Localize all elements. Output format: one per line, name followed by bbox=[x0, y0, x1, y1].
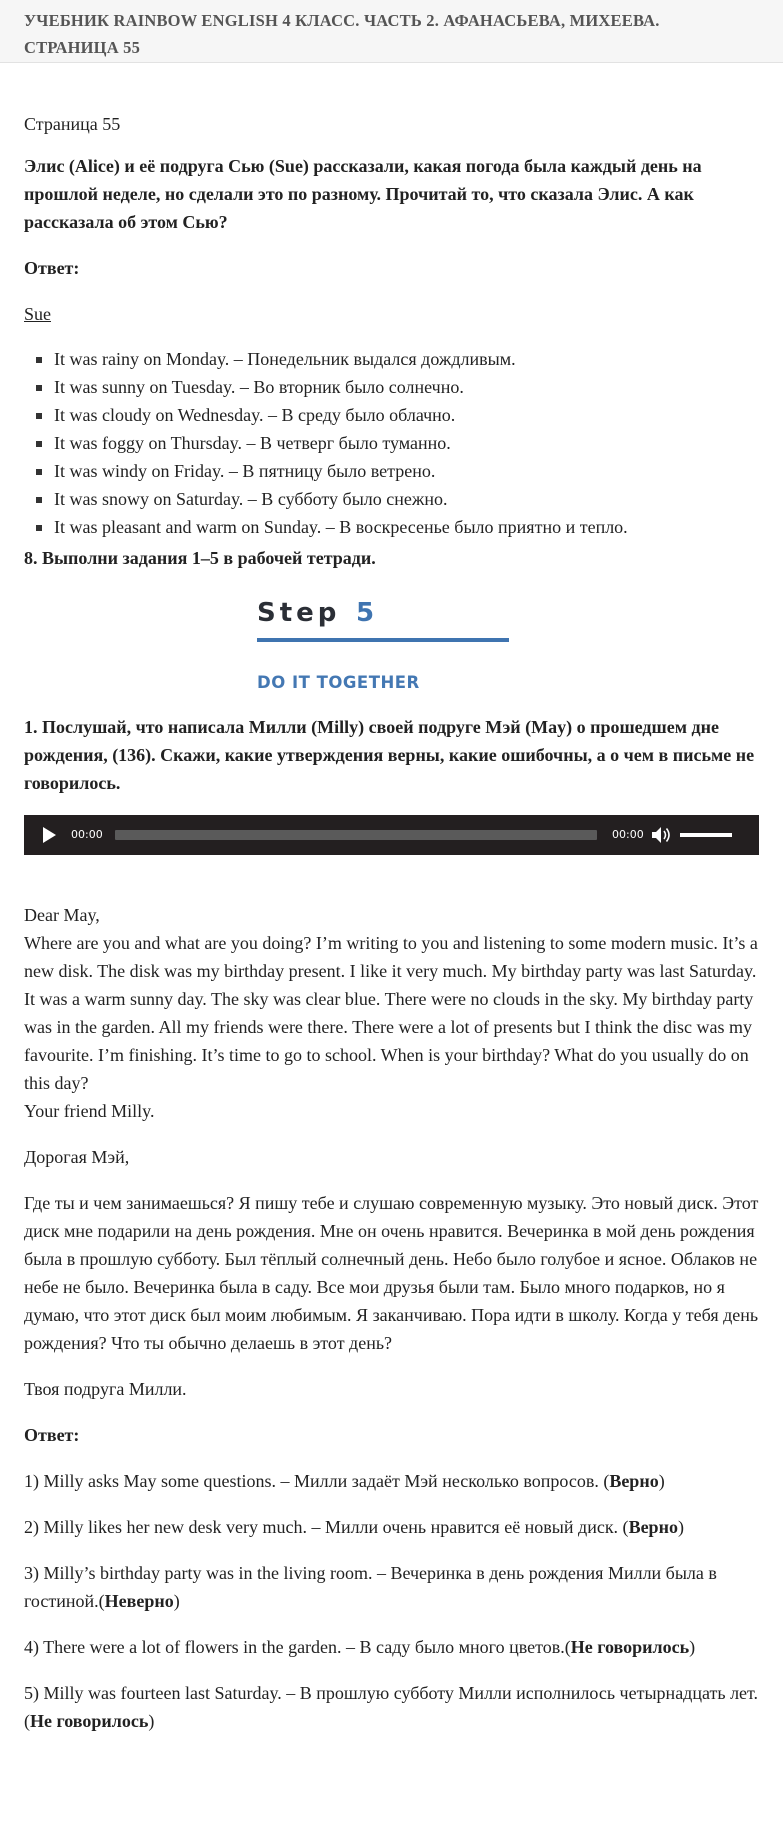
list-item: It was foggy on Thursday. – В четверг было туманно. bbox=[54, 429, 759, 457]
answer-close: ) bbox=[148, 1711, 155, 1731]
list-item: It was rainy on Monday. – Понедельник выдался дождливым. bbox=[54, 345, 759, 373]
answer-close: ) bbox=[677, 1517, 684, 1537]
step-word: Step bbox=[257, 598, 341, 628]
step-subtitle: DO IT TOGETHER bbox=[257, 673, 420, 692]
answer-close: ) bbox=[689, 1637, 696, 1657]
audio-player bbox=[24, 815, 759, 855]
answer-item bbox=[24, 1679, 759, 1735]
page-title-line1: УЧЕБНИК RAINBOW ENGLISH 4 КЛАСС. ЧАСТЬ 2. АФАНАСЬЕВА, МИХЕЕВА. bbox=[24, 11, 660, 30]
list-item: It was pleasant and warm on Sunday. – В воскресенье было приятно и тепло. bbox=[54, 513, 759, 541]
letter-russian-greeting: Дорогая Мэй, bbox=[24, 1147, 130, 1167]
answer-close: ) bbox=[658, 1471, 665, 1491]
answer-text: 2) Milly likes her new desk very much. – Милли очень нравится её новый диск. ( bbox=[24, 1517, 629, 1537]
weather-sentence-list bbox=[24, 345, 759, 541]
answer-label: Ответ: bbox=[24, 1425, 80, 1445]
letter-russian: Где ты и чем занимаешься? Я пишу тебе и слушаю современную музыку. Это новый диск. Этот диск мне подарили на день рождения. Мне он очень нравится. Вечеринка в мой день рождения была в прошлую субботу. Был тёплый солнечный день. Небо было голубое и ясное. Облаков не небе не было. Вечеринка была в саду. Все мои друзья были там. Было много подарков, но я думаю, что этот диск был моим любимым. Я заканчиваю. Пора идти в школу. Когда у тебя день рождения? Что ты обычно делаешь в этот день? bbox=[24, 1193, 759, 1353]
answer-close: ) bbox=[173, 1591, 180, 1611]
current-time: 00:00 bbox=[71, 828, 103, 841]
letter-english: Dear May, Where are you and what are you doing? I’m writing to you and listening to some modern music. It’s a new disk. The disk was my birthday present. I like it very much. My birthday party was last Saturday. It was a warm sunny day. The sky was clear blue. There were no clouds in the sky. My birthday party was in the garden. All my friends were there. There were a lot of presents but I think the disc was my favourite. I’m finishing. It’s time to go to school. When is your birthday? What do you usually do on this day? Your friend Milly. bbox=[24, 905, 758, 1121]
answer-verdict: Неверно bbox=[104, 1591, 174, 1611]
answer-verdict: Не говорилось bbox=[570, 1637, 690, 1657]
page-title-line2: СТРАНИЦА 55 bbox=[24, 38, 141, 57]
answer-item bbox=[24, 1633, 759, 1661]
answer-text: 3) Milly’s birthday party was in the living room. – Вечеринка в день рождения Милли была в гостиной.( bbox=[24, 1563, 717, 1611]
answer-label: Ответ: bbox=[24, 258, 80, 278]
sue-label: Sue bbox=[24, 304, 51, 324]
task-listen-letter: 1. Послушай, что написала Милли (Milly) своей подруге Мэй (May) о прошедшем дне рождения, (136). Скажи, какие утверждения верны, какие ошибочны, а о чем в письме не говорилось. bbox=[24, 717, 755, 793]
answer-item bbox=[24, 1467, 759, 1495]
answer-verdict: Не говорилось bbox=[30, 1711, 149, 1731]
answer-verdict: Верно bbox=[628, 1517, 678, 1537]
step-underline bbox=[257, 638, 509, 642]
article-content bbox=[0, 110, 783, 1735]
list-item: It was snowy on Saturday. – В субботу было снежно. bbox=[54, 485, 759, 513]
answer-text: 5) Milly was fourteen last Saturday. – В прошлую субботу Милли исполнилось четырнадцать лет.( bbox=[24, 1683, 759, 1731]
step-heading-image bbox=[257, 599, 515, 691]
answer-item bbox=[24, 1559, 759, 1615]
step-number: 5 bbox=[356, 598, 375, 628]
page-header bbox=[0, 0, 783, 63]
page-title bbox=[24, 7, 759, 61]
volume-slider[interactable] bbox=[680, 833, 732, 837]
answer-verdict: Верно bbox=[609, 1471, 659, 1491]
list-item: It was cloudy on Wednesday. – В среду было облачно. bbox=[54, 401, 759, 429]
task-workbook: 8. Выполни задания 1–5 в рабочей тетради. bbox=[24, 548, 376, 568]
answer-item bbox=[24, 1513, 759, 1541]
volume-icon[interactable] bbox=[651, 826, 673, 844]
answer-text: 4) There were a lot of flowers in the garden. – В саду было много цветов.( bbox=[24, 1637, 571, 1657]
list-item: It was windy on Friday. – В пятницу было ветрено. bbox=[54, 457, 759, 485]
letter-russian-signature: Твоя подруга Милли. bbox=[24, 1379, 187, 1399]
play-icon[interactable] bbox=[43, 827, 56, 843]
progress-slider[interactable] bbox=[115, 830, 597, 840]
page-number-label: Страница 55 bbox=[24, 114, 121, 134]
list-item: It was sunny on Tuesday. – Во вторник было солнечно. bbox=[54, 373, 759, 401]
task-weather-question: Элис (Alice) и её подруга Сью (Sue) рассказали, какая погода была каждый день на прошлой неделе, но сделали это по разному. Прочитай то, что сказала Элис. А как рассказала об этом Сью? bbox=[24, 156, 702, 232]
answer-text: 1) Milly asks May some questions. – Милли задаёт Мэй несколько вопросов. ( bbox=[24, 1471, 610, 1491]
duration-time: 00:00 bbox=[612, 828, 644, 841]
